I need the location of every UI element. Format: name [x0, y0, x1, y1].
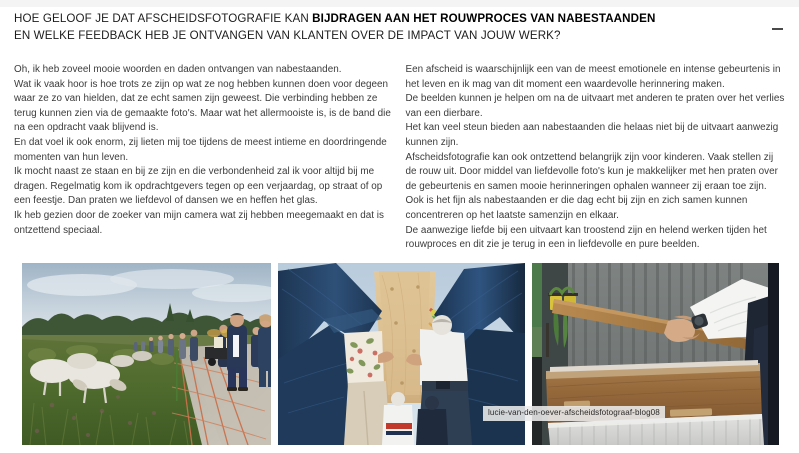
- answer-paragraph: De beelden kunnen je helpen om na de uitvaart met anderen te praten over het verlies van een dierbare.: [405, 93, 785, 119]
- minus-icon[interactable]: [771, 22, 789, 36]
- question-line-1: [14, 10, 759, 27]
- answer-left-column: [14, 63, 394, 253]
- answer-paragraph: Afscheidsfotografie kan ook ontzettend belangrijk zijn voor kinderen. Vaak stellen zij de rouw uit. Door middel van liefdevolle foto's kun je makkelijker met hen praten over de gebeurtenis en samen mooie herinneringen ophalen wanneer zij eraan toe zijn. Ook is het fijn als nabestaanden er die dag echt bij zijn en zich samen kunnen concentreren op het laatste samenzijn en elkaar.: [405, 151, 778, 221]
- photo-sheep-procession-graphic: [22, 263, 271, 445]
- answer-paragraph: Een afscheid is waarschijnlijk een van de meest emotionele en intense gebeurtenis in het leven en ik mag van dit moment een waardevolle herinnering maken.: [405, 64, 781, 90]
- minus-icon-bar: [772, 28, 783, 30]
- accordion-header[interactable]: [14, 10, 759, 44]
- question-line-1-light: HOE GELOOF JE DAT AFSCHEIDSFOTOGRAFIE KAN: [14, 12, 313, 25]
- answer-paragraph: En dat voel ik ook enorm, zij lieten mij toe tijdens de meest intieme en doordringende momenten van hun leven.: [14, 136, 387, 163]
- answer-body: [14, 63, 785, 253]
- answer-paragraph: Wat ik vaak hoor is hoe trots ze zijn op wat ze nog hebben kunnen doen voor degeen waar ze zo van hielden, dat ze echt samen zijn geweest. Die verbinding hebben ze terug kunnen zien via de gemaakte foto's. Maar wat het allermooiste is, is de band die na een opdracht vaak blijvend is.: [14, 78, 391, 134]
- photo-sheep-procession[interactable]: [22, 263, 271, 445]
- question-line-2: EN WELKE FEEDBACK HEB JE ONTVANGEN VAN KLANTEN OVER DE IMPACT VAN JOUW WERK?: [14, 29, 561, 42]
- answer-paragraph: Ik mocht naast ze staan en bij ze zijn en die verbondenheid zal ik voor altijd bij me dragen. Regelmatig kom ik opdrachtgevers tegen op een verjaardag, op straat of op een feestje. Dan praten we liefdevol of dansen we en heffen het glas.: [14, 166, 383, 207]
- answer-right-column: [406, 63, 786, 253]
- image-gallery: [22, 263, 779, 445]
- top-strip: [0, 0, 799, 7]
- question-line-1-bold: BIJDRAGEN AAN HET ROUWPROCES VAN NABESTAANDEN: [312, 12, 656, 25]
- answer-paragraph: Het kan veel steun bieden aan nabestaanden die helaas niet bij de uitvaart aanwezig kunnen zijn.: [405, 122, 779, 148]
- answer-paragraph: De aanwezige liefde bij een uitvaart kan troostend zijn en helend werken tijden het rouwproces en dit zie je terug in een in liefdevolle en pure beelden.: [405, 224, 767, 251]
- answer-paragraph: Ik heb gezien door de zoeker van mijn camera wat zij hebben meegemaakt en dat is ontzettend speciaal.: [14, 209, 384, 236]
- image-filename-caption: lucie-van-den-oever-afscheidsfotograaf-blog08: [483, 406, 665, 421]
- answer-paragraph: Oh, ik heb zoveel mooie woorden en daden ontvangen van nabestaanden.: [14, 64, 342, 75]
